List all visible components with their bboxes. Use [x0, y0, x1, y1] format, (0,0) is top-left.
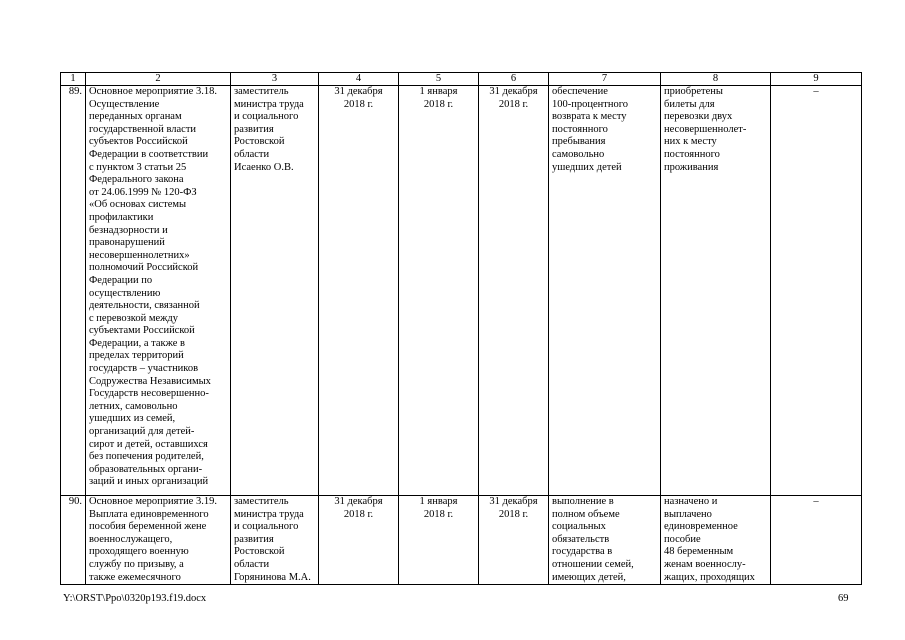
planned-end-date-cell: 31 декабря 2018 г. [319, 86, 399, 496]
col-header-6: 6 [479, 73, 549, 86]
actual-start-date-cell: 1 января 2018 г. [399, 86, 479, 496]
col-header-7: 7 [549, 73, 661, 86]
actual-end-date-cell: 31 декабря 2018 г. [479, 496, 549, 585]
row-number: 89. [61, 86, 86, 496]
activity-cell: Основное мероприятие 3.19. Выплата единовременного пособия беременной жене военнослужащего, проходящего военную службу по призыву, а также ежемесячного [86, 496, 231, 585]
footer-file-path: Y:\ORST\Ppo\0320p193.f19.docx [63, 593, 207, 604]
header-row [61, 73, 862, 86]
col-header-4: 4 [319, 73, 399, 86]
actual-result-cell: приобретены билеты для перевозки двух несовершеннолет- них к месту постоянного проживания [661, 86, 771, 496]
col-header-2: 2 [86, 73, 231, 86]
planned-result-cell: обеспечение 100-процентного возврата к месту постоянного пребывания самовольно ушедших детей [549, 86, 661, 496]
col-header-1: 1 [61, 73, 86, 86]
responsible-cell: заместитель министра труда и социального развития Ростовской области Исаенко О.В. [231, 86, 319, 496]
notes-cell: – [771, 496, 862, 585]
col-header-8: 8 [661, 73, 771, 86]
table-row [61, 496, 862, 585]
footer-page-number: 69 [838, 593, 849, 604]
actual-end-date-cell: 31 декабря 2018 г. [479, 86, 549, 496]
notes-cell: – [771, 86, 862, 496]
planned-end-date-cell: 31 декабря 2018 г. [319, 496, 399, 585]
planned-result-cell: выполнение в полном объеме социальных обязательств государства в отношении семей, имеющих детей, [549, 496, 661, 585]
col-header-9: 9 [771, 73, 862, 86]
activity-cell: Основное мероприятие 3.18. Осуществление переданных органам государственной власти субъектов Российской Федерации в соответствии с пунктом 3 статьи 25 Федерального закона от 24.06.1999 № 120-ФЗ «Об основах системы профилактики безнадзорности и правонарушений несовершеннолетних» полномочий Российской Федерации по осуществлению деятельности, связанной с перевозкой между субъектами Российской Федерации, а также в пределах территорий государств – участников Содружества Независимых Государств несовершенно- летних, самовольно ушедших из семей, организаций для детей- сирот и детей, оставшихся без попечения родителей, образовательных органи- заций и иных организаций [86, 86, 231, 496]
col-header-3: 3 [231, 73, 319, 86]
actual-start-date-cell: 1 января 2018 г. [399, 496, 479, 585]
table-row [61, 86, 862, 496]
actual-result-cell: назначено и выплачено единовременное пособие 48 беременным женам военнослу- жащих, проходящих [661, 496, 771, 585]
responsible-cell: заместитель министра труда и социального развития Ростовской области Горянинова М.А. [231, 496, 319, 585]
col-header-5: 5 [399, 73, 479, 86]
row-number: 90. [61, 496, 86, 585]
report-table [60, 72, 862, 585]
